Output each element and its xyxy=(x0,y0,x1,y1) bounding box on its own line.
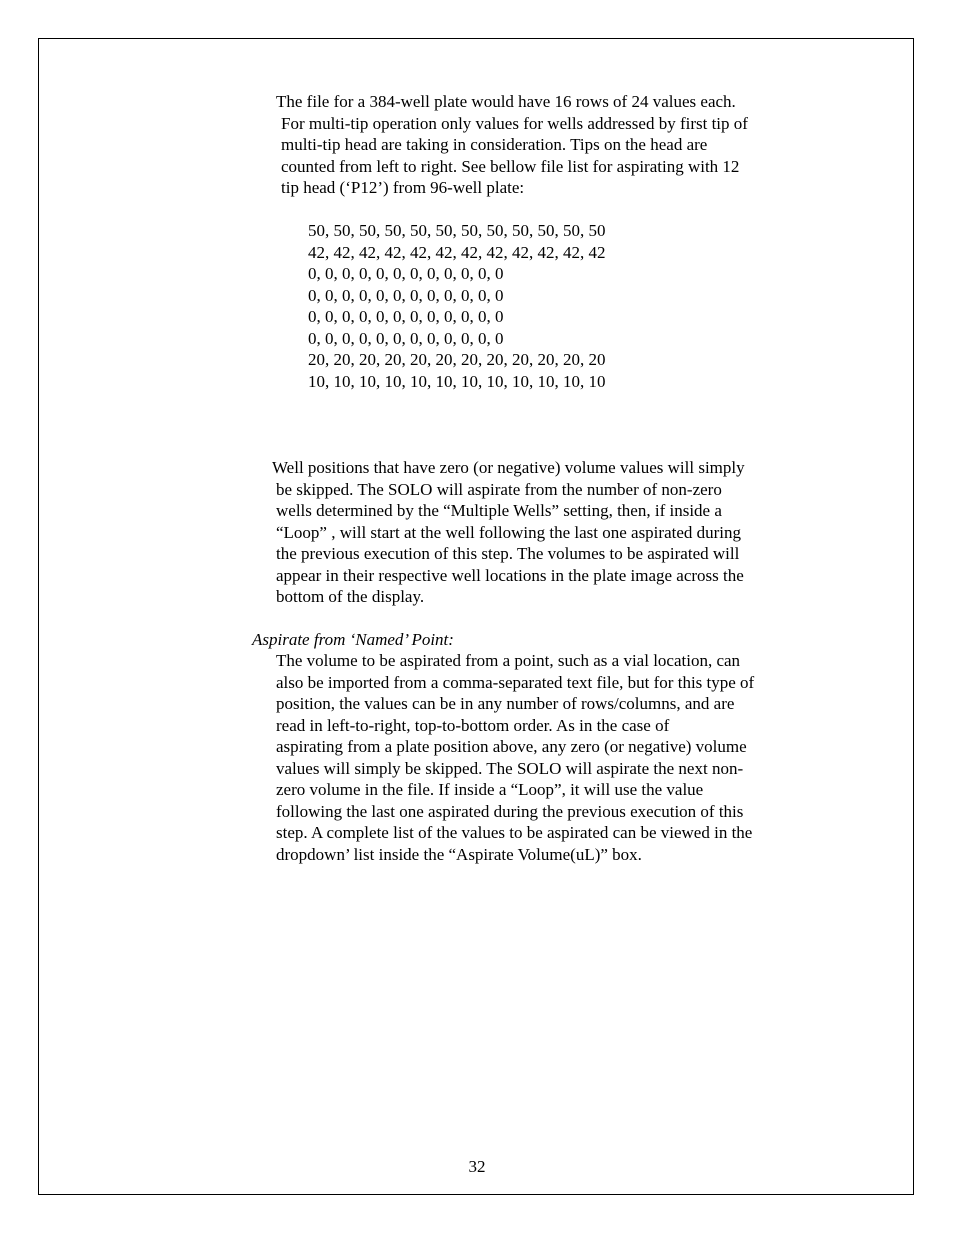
values-row: 42, 42, 42, 42, 42, 42, 42, 42, 42, 42, 42, 42 xyxy=(308,242,606,262)
values-row: 0, 0, 0, 0, 0, 0, 0, 0, 0, 0, 0, 0 xyxy=(308,285,504,305)
section-heading: Aspirate from ‘Named’ Point: xyxy=(252,630,454,649)
text-line: position, the values can be in any number of rows/columns, and are xyxy=(276,694,735,713)
text-line: step. A complete list of the values to be aspirated can be viewed in the xyxy=(276,823,753,842)
skipped-wells-paragraph xyxy=(272,457,745,608)
file-values-list xyxy=(308,220,606,392)
values-row: 10, 10, 10, 10, 10, 10, 10, 10, 10, 10, 10, 10 xyxy=(308,371,606,391)
page-border xyxy=(38,38,914,1195)
text-line: aspirating from a plate position above, any zero (or negative) volume xyxy=(276,737,747,756)
values-row: 0, 0, 0, 0, 0, 0, 0, 0, 0, 0, 0, 0 xyxy=(308,328,504,348)
text-line: wells determined by the “Multiple Wells” setting, then, if inside a xyxy=(276,501,722,520)
text-line: For multi-tip operation only values for wells addressed by first tip of xyxy=(281,113,748,133)
text-line: Well positions that have zero (or negative) volume values will simply xyxy=(272,458,745,477)
named-point-paragraph xyxy=(276,650,754,865)
text-line: the previous execution of this step. The volumes to be aspirated will xyxy=(276,544,740,563)
text-line: tip head (‘P12’) from 96-well plate: xyxy=(281,178,525,197)
text-line: bottom of the display. xyxy=(276,587,425,606)
values-row: 50, 50, 50, 50, 50, 50, 50, 50, 50, 50, 50, 50 xyxy=(308,221,606,240)
intro-paragraph xyxy=(276,91,748,199)
text-line: multi-tip head are taking in consideration. Tips on the head are xyxy=(281,135,708,154)
values-row: 0, 0, 0, 0, 0, 0, 0, 0, 0, 0, 0, 0 xyxy=(308,307,504,326)
text-line: read in left-to-right, top-to-bottom order. As in the case of xyxy=(276,715,670,735)
text-line: appear in their respective well locations in the plate image across the xyxy=(276,565,744,585)
text-line: zero volume in the file. If inside a “Loop”, it will use the value xyxy=(276,780,704,799)
text-line: counted from left to right. See bellow file list for aspirating with 12 xyxy=(281,156,740,176)
text-line: “Loop” , will start at the well following the last one aspirated during xyxy=(276,522,742,542)
text-line: The volume to be aspirated from a point, such as a vial location, can xyxy=(276,651,741,670)
text-line: values will simply be skipped. The SOLO will aspirate the next non- xyxy=(276,758,744,778)
text-line: The file for a 384-well plate would have 16 rows of 24 values each. xyxy=(276,92,736,111)
values-row: 20, 20, 20, 20, 20, 20, 20, 20, 20, 20, 20, 20 xyxy=(308,350,606,369)
text-line: also be imported from a comma-separated text file, but for this type of xyxy=(276,672,755,692)
text-line: dropdown’ list inside the “Aspirate Volume(uL)” box. xyxy=(276,844,642,864)
page-number: 32 xyxy=(468,1157,486,1176)
values-row: 0, 0, 0, 0, 0, 0, 0, 0, 0, 0, 0, 0 xyxy=(308,264,504,283)
text-line: following the last one aspirated during the previous execution of this xyxy=(276,801,744,821)
text-line: be skipped. The SOLO will aspirate from the number of non-zero xyxy=(276,479,722,499)
